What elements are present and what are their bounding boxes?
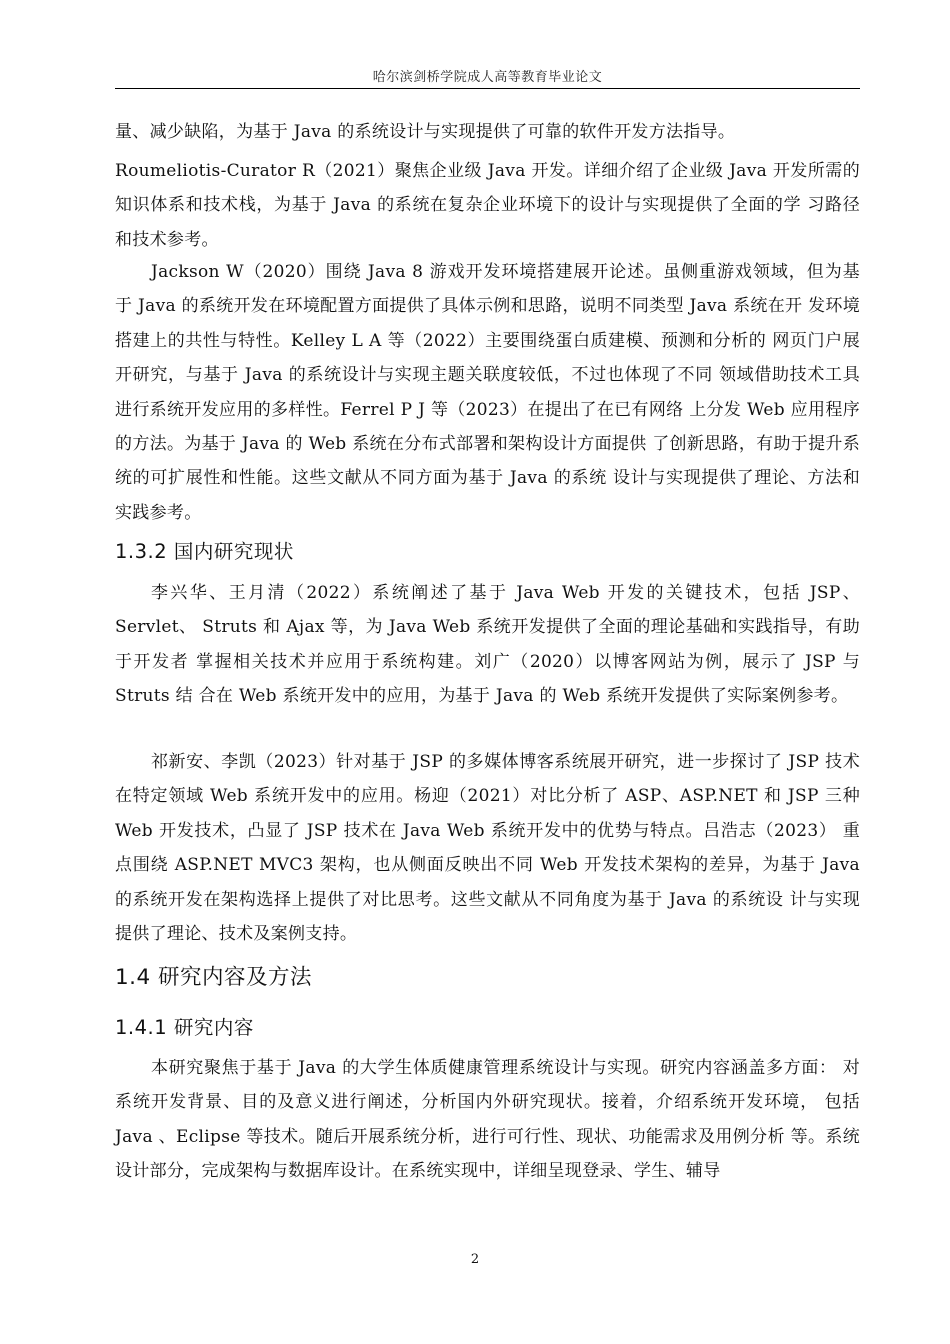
paragraph-continuation: 量、减少缺陷，为基于 Java 的系统设计与实现提供了可靠的软件开发方法指导。	[115, 122, 736, 142]
page-number: 2	[470, 1252, 480, 1267]
paragraph-li-xinghua: 李兴华、王月清（2022）系统阐述了基于 Java Web 开发的关键技术，包括 JSP、Servlet、 Struts 和 Ajax 等，为 Java Web 系统开发提供了全面的理论基础和实践指导，有助于开发者 掌握相关技术并应用于系统构建。刘广（2020）以博客网站为例，展示了 JSP 与 Struts 结 合在 Web 系统开发中的应用，为基于 Java 的 Web 系统开发提供了实际案例参考。	[115, 583, 860, 707]
paragraph-qi-xinan: 祁新安、李凯（2023）针对基于 JSP 的多媒体博客系统展开研究，进一步探讨了 JSP 技术在特定领域 Web 系统开发中的应用。杨迎（2021）对比分析了 ASP、ASP.NET 和 JSP 三种 Web 开发技术，凸显了 JSP 技术在 Java Web 系统开发中的优势与特点。吕浩志（2023） 重点围绕 ASP.NET MVC3 架构，也从侧面反映出不同 Web 开发技术架构的差异，为基于 Java 的系统开发在架构选择上提供了对比思考。这些文献从不同角度为基于 Java 的系统设 计与实现提供了理论、技术及案例支持。	[115, 752, 860, 945]
header-rule	[115, 88, 860, 89]
paragraph-jackson: Jackson W（2020）围绕 Java 8 游戏开发环境搭建展开论述。虽侧重游戏领域，但为基 于 Java 的系统开发在环境配置方面提供了具体示例和思路，说明不同类型 Java 系统在开 发环境搭建上的共性与特性。Kelley L A 等（2022）主要围绕蛋白质建模、预测和分析的 网页门户展开研究，与基于 Java 的系统设计与实现主题关联度较低，不过也体现了不同 领域借助技术工具进行系统开发应用的多样性。Ferrel P J 等（2023）在提出了在已有网络 上分发 Web 应用程序的方法。为基于 Java 的 Web 系统在分布式部署和架构设计方面提供 了创新思路，有助于提升系统的可扩展性和性能。这些文献从不同方面为基于 Java 的系统 设计与实现提供了理论、方法和实践参考。	[115, 262, 860, 523]
page-header-title: 哈尔滨剑桥学院成人高等教育毕业论文	[372, 70, 603, 85]
heading-1-4: 1.4 研究内容及方法	[115, 965, 313, 990]
paragraph-research-content: 本研究聚焦于基于 Java 的大学生体质健康管理系统设计与实现。研究内容涵盖多方面： 对系统开发背景、目的及意义进行阐述，分析国内外研究现状。接着，介绍系统开发环境， 包括 Java 、Eclipse 等技术。随后开展系统分析，进行可行性、现状、功能需求及用例分析 等。系统设计部分，完成架构与数据库设计。在系统实现中，详细呈现登录、学生、辅导	[115, 1058, 860, 1182]
heading-1-3-2: 1.3.2 国内研究现状	[115, 540, 294, 563]
heading-1-4-1: 1.4.1 研究内容	[115, 1016, 254, 1039]
paragraph-roumeliotis: Roumeliotis-Curator R（2021）聚焦企业级 Java 开发。详细介绍了企业级 Java 开发所需的 知识体系和技术栈，为基于 Java 的系统在复杂企业环境下的设计与实现提供了全面的学 习路径和技术参考。	[115, 161, 860, 250]
